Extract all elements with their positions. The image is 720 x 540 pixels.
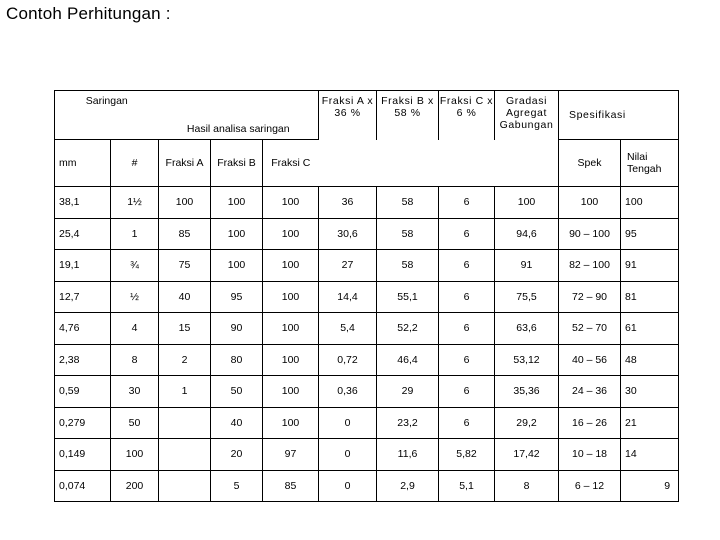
cell-sieve-mm: 0,59 — [55, 376, 111, 408]
cell-nilai-tengah: 9 — [621, 470, 679, 502]
cell-fraksi-b-58: 23,2 — [377, 407, 439, 439]
cell-sieve-mm: 19,1 — [55, 250, 111, 282]
cell-gradasi-gabungan: 29,2 — [495, 407, 559, 439]
header-no: # — [111, 140, 159, 187]
cell-sieve-no: 200 — [111, 470, 159, 502]
cell-nilai-tengah: 81 — [621, 281, 679, 313]
cell-nilai-tengah: 95 — [621, 218, 679, 250]
header-nilai-tengah: Nilai Tengah — [621, 140, 679, 187]
cell-fraksi-b-58: 58 — [377, 250, 439, 282]
table-row — [55, 313, 679, 345]
cell-nilai-tengah: 48 — [621, 344, 679, 376]
cell-fraksi-a-36: 5,4 — [319, 313, 377, 345]
cell-sieve-no: 30 — [111, 376, 159, 408]
cell-sieve-mm: 2,38 — [55, 344, 111, 376]
cell-fraksi-a-36: 0,36 — [319, 376, 377, 408]
cell-nilai-tengah: 14 — [621, 439, 679, 471]
cell-fraksi-b-58: 2,9 — [377, 470, 439, 502]
header-row-2 — [55, 140, 679, 187]
cell-sieve-mm: 4,76 — [55, 313, 111, 345]
cell-fraksi-c-6: 5,82 — [439, 439, 495, 471]
cell-sieve-no: 1 — [111, 218, 159, 250]
table-row — [55, 407, 679, 439]
cell-fraksi-b-58: 55,1 — [377, 281, 439, 313]
table-row — [55, 218, 679, 250]
cell-fraksi-c-6: 6 — [439, 313, 495, 345]
cell-fraksi-b-58: 11,6 — [377, 439, 439, 471]
header-fraksi-a: Fraksi A — [159, 140, 211, 187]
cell-spek: 24 – 36 — [559, 376, 621, 408]
table-row — [55, 470, 679, 502]
cell-sieve-no: 100 — [111, 439, 159, 471]
cell-sieve-mm: 25,4 — [55, 218, 111, 250]
cell-fraksi-a: 2 — [159, 344, 211, 376]
cell-gradasi-gabungan: 91 — [495, 250, 559, 282]
cell-fraksi-c: 100 — [263, 250, 319, 282]
header-row-1 — [55, 91, 679, 140]
cell-sieve-no: 4 — [111, 313, 159, 345]
cell-gradasi-gabungan: 35,36 — [495, 376, 559, 408]
cell-fraksi-c-6: 6 — [439, 187, 495, 219]
cell-fraksi-c: 100 — [263, 407, 319, 439]
header-fraksi-c: Fraksi C — [263, 140, 319, 187]
cell-fraksi-b: 90 — [211, 313, 263, 345]
cell-spek: 100 — [559, 187, 621, 219]
cell-spek: 90 – 100 — [559, 218, 621, 250]
cell-fraksi-c: 100 — [263, 218, 319, 250]
cell-sieve-mm: 0,279 — [55, 407, 111, 439]
header-blank — [377, 140, 439, 187]
cell-fraksi-c: 100 — [263, 376, 319, 408]
cell-fraksi-b-58: 46,4 — [377, 344, 439, 376]
cell-fraksi-a-36: 36 — [319, 187, 377, 219]
cell-fraksi-b: 95 — [211, 281, 263, 313]
cell-fraksi-c-6: 6 — [439, 281, 495, 313]
cell-fraksi-c-6: 6 — [439, 250, 495, 282]
header-blank — [495, 140, 559, 187]
cell-gradasi-gabungan: 63,6 — [495, 313, 559, 345]
cell-fraksi-a-36: 0 — [319, 470, 377, 502]
cell-sieve-mm: 0,074 — [55, 470, 111, 502]
cell-spek: 72 – 90 — [559, 281, 621, 313]
header-spesifikasi: Spesifikasi — [559, 91, 679, 140]
cell-fraksi-a-36: 0,72 — [319, 344, 377, 376]
header-mm: mm — [55, 140, 111, 187]
cell-fraksi-a-36: 14,4 — [319, 281, 377, 313]
cell-sieve-no: ¾ — [111, 250, 159, 282]
table-row — [55, 344, 679, 376]
cell-fraksi-b: 20 — [211, 439, 263, 471]
cell-fraksi-a: 1 — [159, 376, 211, 408]
cell-nilai-tengah: 30 — [621, 376, 679, 408]
page-title: Contoh Perhitungan : — [6, 4, 171, 23]
cell-fraksi-a: 100 — [159, 187, 211, 219]
cell-gradasi-gabungan: 8 — [495, 470, 559, 502]
cell-gradasi-gabungan: 94,6 — [495, 218, 559, 250]
cell-fraksi-a: 75 — [159, 250, 211, 282]
cell-nilai-tengah: 21 — [621, 407, 679, 439]
cell-spek: 6 – 12 — [559, 470, 621, 502]
table-row — [55, 187, 679, 219]
header-fraksi-a-pct: Fraksi A x 36 % — [319, 91, 377, 140]
cell-fraksi-c-6: 6 — [439, 407, 495, 439]
cell-fraksi-b-58: 29 — [377, 376, 439, 408]
cell-fraksi-b-58: 58 — [377, 218, 439, 250]
cell-fraksi-c: 100 — [263, 344, 319, 376]
cell-fraksi-c-6: 6 — [439, 376, 495, 408]
cell-fraksi-a-36: 0 — [319, 439, 377, 471]
cell-fraksi-b: 5 — [211, 470, 263, 502]
cell-fraksi-a-36: 0 — [319, 407, 377, 439]
cell-fraksi-b: 40 — [211, 407, 263, 439]
cell-fraksi-a: 85 — [159, 218, 211, 250]
cell-fraksi-a: 15 — [159, 313, 211, 345]
cell-fraksi-c-6: 6 — [439, 344, 495, 376]
cell-fraksi-a: 40 — [159, 281, 211, 313]
table-row — [55, 250, 679, 282]
cell-sieve-mm: 12,7 — [55, 281, 111, 313]
header-spek: Spek — [559, 140, 621, 187]
header-fraksi-b-pct: Fraksi B x 58 % — [377, 91, 439, 140]
cell-gradasi-gabungan: 75,5 — [495, 281, 559, 313]
header-fraksi-c-pct: Fraksi C x 6 % — [439, 91, 495, 140]
cell-spek: 82 – 100 — [559, 250, 621, 282]
cell-fraksi-c: 85 — [263, 470, 319, 502]
cell-fraksi-b-58: 52,2 — [377, 313, 439, 345]
cell-fraksi-c: 100 — [263, 313, 319, 345]
header-hasil-analisa: Hasil analisa saringan — [159, 91, 319, 140]
cell-fraksi-a-36: 30,6 — [319, 218, 377, 250]
cell-nilai-tengah: 100 — [621, 187, 679, 219]
cell-fraksi-b: 80 — [211, 344, 263, 376]
cell-fraksi-c-6: 6 — [439, 218, 495, 250]
table-row — [55, 376, 679, 408]
header-blank — [439, 140, 495, 187]
cell-sieve-mm: 0,149 — [55, 439, 111, 471]
cell-gradasi-gabungan: 17,42 — [495, 439, 559, 471]
header-fraksi-b: Fraksi B — [211, 140, 263, 187]
table-row — [55, 439, 679, 471]
cell-fraksi-a — [159, 470, 211, 502]
cell-spek: 40 – 56 — [559, 344, 621, 376]
header-saringan: Saringan — [55, 91, 159, 140]
cell-sieve-mm: 38,1 — [55, 187, 111, 219]
cell-gradasi-gabungan: 53,12 — [495, 344, 559, 376]
cell-fraksi-b-58: 58 — [377, 187, 439, 219]
cell-fraksi-a — [159, 439, 211, 471]
cell-fraksi-a-36: 27 — [319, 250, 377, 282]
table-row — [55, 281, 679, 313]
cell-fraksi-b: 100 — [211, 250, 263, 282]
cell-fraksi-a — [159, 407, 211, 439]
cell-fraksi-b: 100 — [211, 187, 263, 219]
cell-spek: 10 – 18 — [559, 439, 621, 471]
cell-gradasi-gabungan: 100 — [495, 187, 559, 219]
gradation-table — [54, 90, 679, 502]
cell-sieve-no: 1½ — [111, 187, 159, 219]
cell-sieve-no: ½ — [111, 281, 159, 313]
cell-fraksi-c-6: 5,1 — [439, 470, 495, 502]
cell-fraksi-b: 100 — [211, 218, 263, 250]
cell-fraksi-c: 97 — [263, 439, 319, 471]
cell-fraksi-c: 100 — [263, 187, 319, 219]
cell-spek: 16 – 26 — [559, 407, 621, 439]
header-gradasi: Gradasi Agregat Gabungan — [495, 91, 559, 140]
cell-fraksi-b: 50 — [211, 376, 263, 408]
cell-nilai-tengah: 61 — [621, 313, 679, 345]
cell-fraksi-c: 100 — [263, 281, 319, 313]
cell-sieve-no: 8 — [111, 344, 159, 376]
cell-nilai-tengah: 91 — [621, 250, 679, 282]
header-blank — [319, 140, 377, 187]
cell-spek: 52 – 70 — [559, 313, 621, 345]
cell-sieve-no: 50 — [111, 407, 159, 439]
